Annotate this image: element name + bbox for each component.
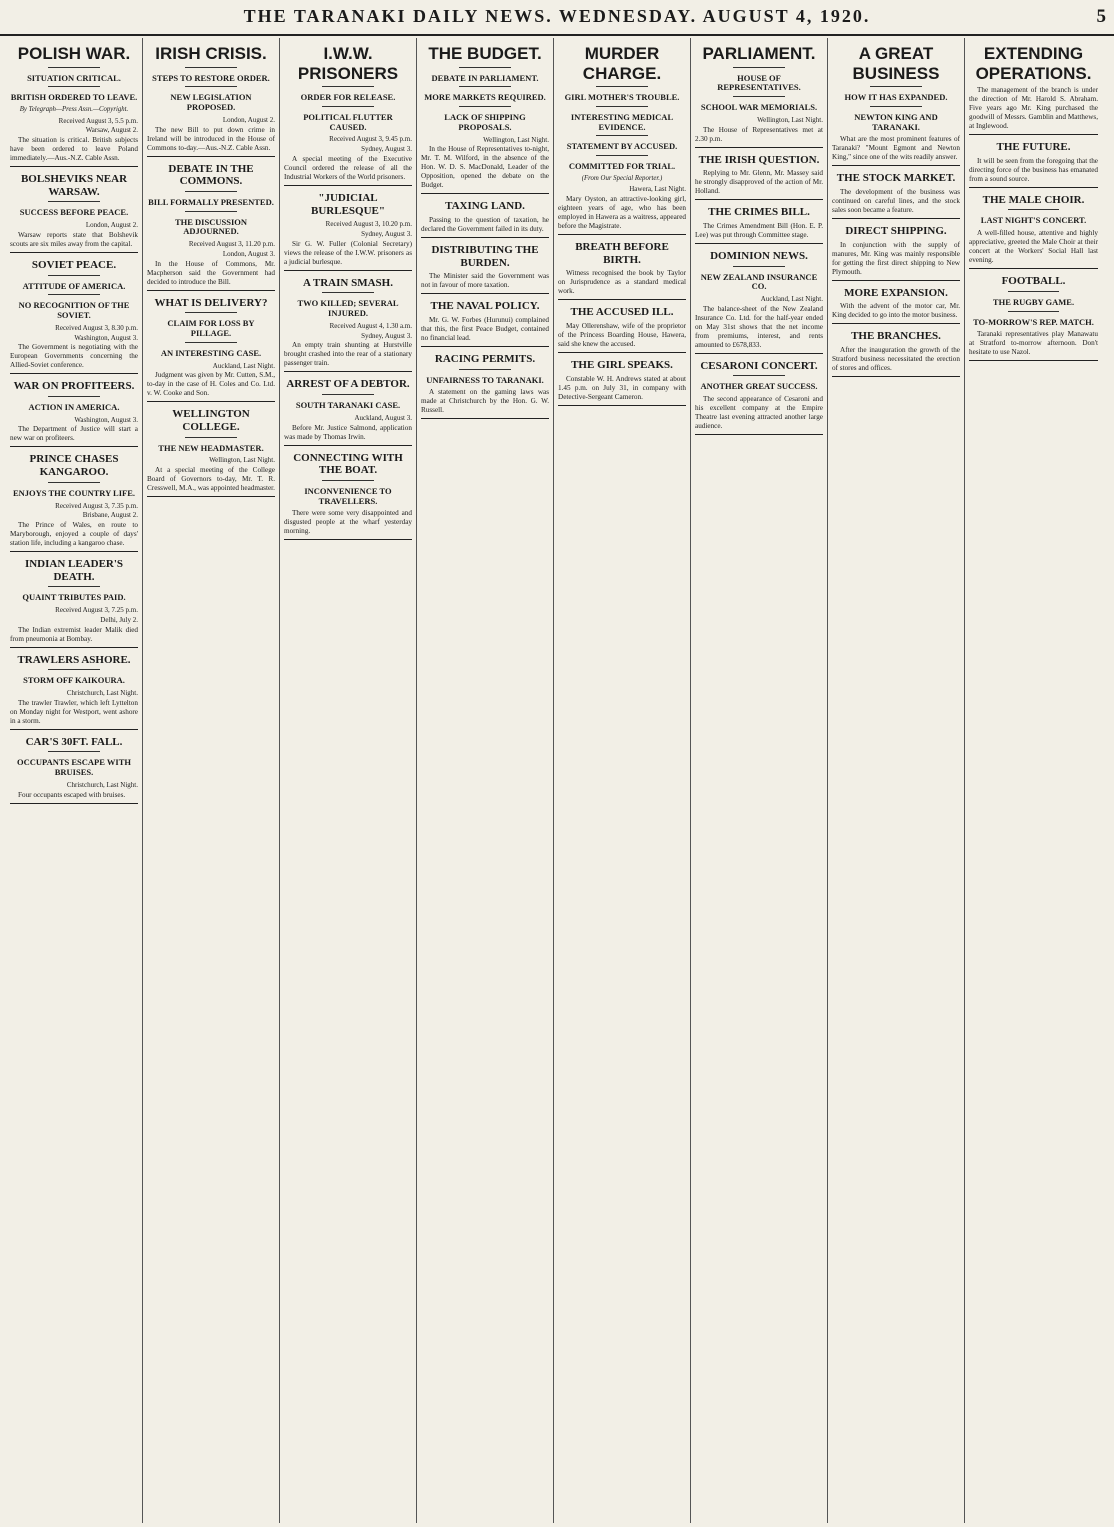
article bbox=[558, 359, 686, 406]
article bbox=[421, 353, 549, 419]
article-body: Sir G. W. Fuller (Colonial Secretary) views the release of the I.W.W. prisoners as a judicial burlesque. bbox=[284, 239, 412, 266]
divider bbox=[48, 86, 99, 87]
article-body: It will be seen from the foregoing that the directing force of the business has emanated from a sound source. bbox=[969, 156, 1098, 183]
divider bbox=[48, 396, 99, 397]
headline: THE MALE CHOIR. bbox=[982, 193, 1085, 206]
article-body: Before Mr. Justice Salmond, application was made by Thomas Irwin. bbox=[284, 423, 412, 441]
article-body: The situation is critical. British subjects have been ordered to leave Poland immediately.—Aus.-N.Z. Cable Assn. bbox=[10, 136, 138, 163]
column-7 bbox=[828, 38, 965, 1523]
subheadline: ANOTHER GREAT SUCCESS. bbox=[700, 381, 818, 392]
divider bbox=[48, 67, 99, 68]
article bbox=[558, 306, 686, 353]
headline: WELLINGTON COLLEGE. bbox=[172, 408, 250, 433]
byline: By Telegraph—Press Assn.—Copyright. bbox=[19, 106, 129, 114]
article bbox=[284, 452, 412, 541]
article-divider bbox=[695, 434, 823, 435]
column-3 bbox=[280, 38, 417, 1523]
article bbox=[10, 453, 138, 552]
divider bbox=[596, 86, 647, 87]
subheadline: NO RECOGNITION OF THE SOVIET. bbox=[18, 300, 130, 321]
column-5 bbox=[554, 38, 691, 1523]
article-divider bbox=[969, 134, 1098, 135]
column-8 bbox=[965, 38, 1102, 1523]
divider bbox=[322, 106, 373, 107]
headline: THE NAVAL POLICY. bbox=[430, 300, 540, 313]
article-divider bbox=[832, 218, 960, 219]
dateline: Warsaw, August 2. bbox=[85, 126, 138, 135]
divider bbox=[733, 96, 784, 97]
headline: CAR'S 30FT. FALL. bbox=[25, 735, 123, 748]
divider bbox=[185, 437, 236, 438]
dateline: Auckland, Last Night. bbox=[760, 295, 823, 304]
subheadline: SITUATION CRITICAL. bbox=[27, 72, 121, 83]
divider bbox=[48, 275, 99, 276]
subheadline: POLITICAL FLUTTER CAUSED. bbox=[303, 111, 393, 132]
divider bbox=[48, 751, 99, 752]
newspaper-title: THE TARANAKI DAILY NEWS. WEDNESDAY. AUGUST 4, 1920. bbox=[243, 6, 871, 26]
article-body: The trawler Trawler, which left Lyttelton on Monday night for Westport, went ashore in a storm. bbox=[10, 698, 138, 725]
subheadline: THE NEW HEADMASTER. bbox=[158, 442, 264, 453]
article-divider bbox=[147, 496, 275, 497]
article-divider bbox=[832, 165, 960, 166]
article-divider bbox=[969, 187, 1098, 188]
subheadline: INCONVENIENCE TO TRAVELLERS. bbox=[304, 485, 392, 506]
subheadline: OCCUPANTS ESCAPE WITH BRUISES. bbox=[17, 757, 131, 778]
headline: THE IRISH QUESTION. bbox=[698, 153, 820, 166]
article-divider bbox=[832, 376, 960, 377]
column-4 bbox=[417, 38, 554, 1523]
received-date: Received August 3, 5.5 p.m. bbox=[58, 116, 138, 125]
subheadline: HOW IT HAS EXPANDED. bbox=[844, 92, 948, 103]
subheadline: NEWTON KING AND TARANAKI. bbox=[854, 111, 938, 132]
divider bbox=[185, 312, 236, 313]
article-body: Constable W. H. Andrews stated at about 1.45 p.m. on July 31, in company with Detective-Sergeant Cameron. bbox=[558, 374, 686, 401]
article-divider bbox=[10, 166, 138, 167]
article bbox=[10, 654, 138, 730]
headline: PARLIAMENT. bbox=[702, 44, 816, 63]
divider bbox=[48, 586, 99, 587]
headline: INDIAN LEADER'S DEATH. bbox=[24, 558, 124, 583]
article-divider bbox=[695, 243, 823, 244]
divider bbox=[1008, 291, 1060, 292]
headline: THE GIRL SPEAKS. bbox=[571, 359, 673, 372]
headline: BOLSHEVIKS NEAR WARSAW. bbox=[20, 173, 128, 198]
headline: A TRAIN SMASH. bbox=[303, 276, 393, 289]
article-body: Warsaw reports state that Bolshevik scouts are six miles away from the capital. bbox=[10, 230, 138, 248]
headline: CONNECTING WITH THE BOAT. bbox=[293, 451, 403, 477]
divider bbox=[48, 482, 99, 483]
dateline: Brisbane, August 2. bbox=[82, 511, 138, 520]
headline: IRISH CRISIS. bbox=[155, 44, 267, 63]
article-body: What are the most prominent features of Taranaki? "Mount Egmont and Newton King," since one of the wits readily answer. bbox=[832, 135, 960, 162]
headline: BREATH BEFORE BIRTH. bbox=[575, 241, 669, 266]
article bbox=[969, 141, 1098, 188]
article-divider bbox=[421, 237, 549, 238]
article bbox=[10, 173, 138, 253]
article-body: The Government is negotiating with the European Governments concerning the Allied-Soviet conference. bbox=[10, 343, 138, 370]
headline: POLISH WAR. bbox=[17, 44, 131, 63]
article-body: The development of the business was continued on careful lines, and the stock sales soon became a feature. bbox=[832, 188, 960, 215]
article bbox=[832, 172, 960, 219]
headline: MURDER CHARGE. bbox=[582, 44, 662, 83]
dateline: Washington, August 3. bbox=[74, 415, 138, 424]
article bbox=[10, 259, 138, 374]
dateline: Wellington, Last Night. bbox=[209, 456, 275, 465]
article-body: Passing to the question of taxation, he declared the Government failed in its duty. bbox=[421, 216, 549, 233]
article-divider bbox=[147, 290, 275, 291]
article bbox=[695, 44, 823, 148]
article-body: The House of Representatives met at 2.30 p.m. bbox=[695, 125, 823, 143]
subheadline: CLAIM FOR LOSS BY PILLAGE. bbox=[167, 318, 255, 339]
article-divider bbox=[695, 199, 823, 200]
headline: FOOTBALL. bbox=[1001, 275, 1066, 288]
article-body: The Department of Justice will start a new war on profiteers. bbox=[10, 425, 138, 443]
column-2 bbox=[143, 38, 280, 1523]
article-divider bbox=[10, 446, 138, 447]
dateline: Washington, August 3. bbox=[74, 333, 138, 342]
divider bbox=[48, 201, 99, 202]
article bbox=[284, 277, 412, 373]
dateline: Delhi, July 2. bbox=[100, 615, 138, 624]
received-date: Received August 3, 10.20 p.m. bbox=[325, 220, 412, 229]
article bbox=[10, 380, 138, 447]
headline: TAXING LAND. bbox=[445, 200, 525, 213]
divider bbox=[733, 266, 784, 267]
dateline: London, August 2. bbox=[85, 221, 138, 230]
article-divider bbox=[969, 360, 1098, 361]
article bbox=[421, 200, 549, 238]
article-body: Mary Oyston, an attractive-looking girl, eighteen years of age, who has been employed in Hawera as a waitress, appeared before the Magistrate. bbox=[558, 195, 686, 231]
subheadline: COMMITTED FOR TRIAL. bbox=[568, 161, 676, 172]
column-1 bbox=[6, 38, 143, 1523]
byline: (From Our Special Reporter.) bbox=[581, 174, 663, 182]
subheadline: BILL FORMALLY PRESENTED. bbox=[148, 196, 274, 207]
subheadline: NEW LEGISLATION PROPOSED. bbox=[170, 92, 252, 113]
subheadline: THE RUGBY GAME. bbox=[992, 296, 1075, 307]
dateline: Auckland, Last Night. bbox=[212, 361, 275, 370]
article-divider bbox=[695, 147, 823, 148]
subheadline: SUCCESS BEFORE PEACE. bbox=[19, 207, 129, 218]
article-body: In the House of Representatives to-night, Mr. T. M. Wilford, in the absence of the Hon. W. D. S. MacDonald, Leader of the Opposition, opened the debate on the Budget. bbox=[421, 145, 549, 190]
subheadline: TO-MORROW'S REP. MATCH. bbox=[973, 316, 1094, 327]
article-divider bbox=[284, 185, 412, 186]
dateline: Sydney, August 3. bbox=[361, 331, 412, 340]
article bbox=[10, 44, 138, 167]
article bbox=[147, 297, 275, 403]
divider bbox=[185, 342, 236, 343]
article-body: The second appearance of Cesaroni and his excellent company at the Empire Theatre last evening attracted another large audience. bbox=[695, 395, 823, 431]
divider bbox=[596, 135, 647, 136]
received-date: Received August 3, 7.35 p.m. bbox=[55, 501, 138, 510]
dateline: Sydney, August 3. bbox=[361, 229, 412, 238]
article-body: The Minister said the Government was not in favour of more taxation. bbox=[421, 272, 549, 290]
headline: EXTENDING OPERATIONS. bbox=[975, 44, 1092, 83]
divider bbox=[596, 106, 647, 107]
divider bbox=[870, 86, 921, 87]
article bbox=[10, 736, 138, 804]
divider bbox=[48, 294, 99, 295]
subheadline: STORM OFF KAIKOURA. bbox=[23, 675, 125, 686]
headline: DIRECT SHIPPING. bbox=[845, 225, 947, 238]
article bbox=[421, 44, 549, 194]
article-divider bbox=[558, 405, 686, 406]
article-divider bbox=[695, 353, 823, 354]
article bbox=[284, 378, 412, 445]
divider bbox=[48, 669, 99, 670]
article-divider bbox=[10, 803, 138, 804]
newspaper-columns bbox=[6, 38, 1108, 1523]
article bbox=[10, 558, 138, 648]
divider bbox=[1008, 209, 1060, 210]
article-body: There were some very disappointed and disgusted people at the wharf yesterday morning. bbox=[284, 509, 412, 536]
article-body: With the advent of the motor car, Mr. King decided to go into the motor business. bbox=[832, 302, 960, 320]
subheadline: GIRL MOTHER'S TROUBLE. bbox=[564, 92, 680, 103]
masthead bbox=[0, 0, 1114, 36]
divider bbox=[185, 67, 236, 68]
article-divider bbox=[284, 270, 412, 271]
article-divider bbox=[284, 445, 412, 446]
article bbox=[695, 154, 823, 201]
headline: DOMINION NEWS. bbox=[710, 249, 808, 262]
subheadline: LACK OF SHIPPING PROPOSALS. bbox=[444, 112, 526, 132]
article-divider bbox=[284, 539, 412, 540]
subheadline: ACTION IN AMERICA. bbox=[28, 401, 120, 412]
subheadline: DEBATE IN PARLIAMENT. bbox=[431, 72, 539, 83]
headline: THE BRANCHES. bbox=[851, 330, 941, 343]
subheadline: BRITISH ORDERED TO LEAVE. bbox=[10, 92, 138, 103]
divider bbox=[322, 480, 373, 481]
article-body: An empty train shunting at Hurstville brought crashed into the rear of a stationary passenger train. bbox=[284, 341, 412, 368]
headline: PRINCE CHASES KANGAROO. bbox=[29, 453, 119, 479]
subheadline: QUAINT TRIBUTES PAID. bbox=[22, 592, 126, 603]
headline: CESARONI CONCERT. bbox=[700, 359, 818, 372]
dateline: London, August 2. bbox=[222, 115, 275, 124]
headline: THE FUTURE. bbox=[996, 141, 1071, 154]
article-divider bbox=[421, 293, 549, 294]
headline: ARREST OF A DEBTOR. bbox=[286, 378, 410, 391]
article bbox=[147, 408, 275, 497]
article bbox=[969, 194, 1098, 269]
headline: THE BUDGET. bbox=[428, 44, 542, 63]
headline: WAR ON PROFITEERS. bbox=[13, 380, 135, 393]
article-body: Judgment was given by Mr. Cutten, S.M., to-day in the case of H. Coles and Co. Ltd. v. W. Cooke and Son. bbox=[147, 371, 275, 398]
received-date: Received August 3, 11.20 p.m. bbox=[188, 240, 275, 249]
dateline: Wellington, Last Night. bbox=[483, 135, 549, 144]
dateline: Wellington, Last Night. bbox=[757, 115, 823, 124]
received-date: Received August 3, 8.30 p.m. bbox=[55, 323, 138, 332]
article-body: At a special meeting of the College Board of Governors to-day, Mr. T. R. Cresswell, M.A., was appointed headmaster. bbox=[147, 466, 275, 493]
divider bbox=[870, 106, 921, 107]
article-divider bbox=[10, 647, 138, 648]
subheadline: TWO KILLED; SEVERAL INJURED. bbox=[297, 298, 399, 319]
headline: DISTRIBUTING THE BURDEN. bbox=[431, 244, 539, 269]
subheadline: ATTITUDE OF AMERICA. bbox=[22, 280, 126, 291]
article-divider bbox=[421, 346, 549, 347]
article-divider bbox=[969, 268, 1098, 269]
headline: WHAT IS DELIVERY? bbox=[154, 296, 268, 309]
subheadline: SOUTH TARANAKI CASE. bbox=[295, 399, 401, 410]
article bbox=[421, 244, 549, 294]
article-divider bbox=[147, 156, 275, 157]
divider bbox=[322, 292, 373, 293]
divider bbox=[596, 155, 647, 156]
headline: MORE EXPANSION. bbox=[844, 286, 948, 299]
headline: "JUDICIAL BURLESQUE" bbox=[311, 191, 385, 217]
subheadline: INTERESTING MEDICAL EVIDENCE. bbox=[570, 111, 674, 132]
article bbox=[695, 206, 823, 244]
article bbox=[832, 44, 960, 166]
article-divider bbox=[421, 193, 549, 194]
article-body: The new Bill to put down crime in Ireland will be introduced in the House of Commons to-day.—Aus.-N.Z. Cable Assn. bbox=[147, 125, 275, 152]
article-divider bbox=[10, 252, 138, 253]
article bbox=[969, 44, 1098, 135]
divider bbox=[322, 394, 373, 395]
divider bbox=[459, 369, 510, 370]
subheadline: ORDER FOR RELEASE. bbox=[300, 92, 396, 103]
received-date: Received August 3, 9.45 p.m. bbox=[329, 135, 412, 144]
article-body: Taranaki representatives play Manawatu at Stratford to-morrow afternoon. Don't hesitate to use Nazol. bbox=[969, 330, 1098, 357]
article-body: After the inauguration the growth of the Stratford business necessitated the erection of stores and offices. bbox=[832, 345, 960, 372]
divider bbox=[185, 191, 236, 192]
article-divider bbox=[284, 371, 412, 372]
headline: I.W.W. PRISONERS bbox=[297, 44, 399, 83]
dateline: Sydney, August 3. bbox=[361, 145, 412, 154]
article-divider bbox=[147, 401, 275, 402]
article bbox=[558, 44, 686, 235]
divider bbox=[185, 211, 236, 212]
subheadline: STEPS TO RESTORE ORDER. bbox=[152, 72, 270, 83]
article bbox=[284, 44, 412, 186]
article-divider bbox=[10, 551, 138, 552]
divider bbox=[185, 86, 236, 87]
subheadline: NEW ZEALAND INSURANCE CO. bbox=[700, 271, 818, 292]
article-body: The balance-sheet of the New Zealand Insurance Co. Ltd. for the half-year ended on May 31st shows that the net income from premiums, interest, and rents amounted to £678,833. bbox=[695, 304, 823, 349]
article-body: Mr. G. W. Forbes (Hurunui) complained that this, the first Peace Budget, contained no financial lead. bbox=[421, 315, 549, 342]
article-body: In the House of Commons, Mr. Macpherson said the Government had decided to introduce the Bill. bbox=[147, 259, 275, 286]
subheadline: AN INTERESTING CASE. bbox=[160, 347, 262, 358]
headline: RACING PERMITS. bbox=[434, 352, 536, 365]
subheadline: LAST NIGHT'S CONCERT. bbox=[980, 215, 1087, 226]
article-body: Witness recognised the book by Taylor on Jurisprudence as a standard medical work. bbox=[558, 269, 686, 296]
divider bbox=[322, 86, 373, 87]
article-body: A well-filled house, attentive and highly appreciative, greeted the Male Choir at their concert at the Workers' Social Hall last evening. bbox=[969, 229, 1098, 265]
subheadline: ENJOYS THE COUNTRY LIFE. bbox=[12, 487, 136, 498]
article-divider bbox=[558, 299, 686, 300]
subheadline: STATEMENT BY ACCUSED. bbox=[566, 141, 678, 152]
headline: DEBATE IN THE COMMONS. bbox=[168, 162, 254, 188]
article bbox=[832, 287, 960, 325]
dateline: Auckland, August 3. bbox=[354, 413, 412, 422]
page-number: 5 bbox=[1096, 6, 1106, 27]
article bbox=[969, 275, 1098, 361]
article bbox=[147, 163, 275, 291]
article-divider bbox=[558, 234, 686, 235]
article-divider bbox=[10, 373, 138, 374]
headline: SOVIET PEACE. bbox=[31, 258, 117, 271]
divider bbox=[459, 86, 510, 87]
dateline: Christchurch, Last Night. bbox=[66, 780, 138, 789]
subheadline: HOUSE OF REPRESENTATIVES. bbox=[717, 72, 801, 93]
divider bbox=[459, 106, 510, 107]
article bbox=[558, 241, 686, 300]
article-divider bbox=[10, 729, 138, 730]
headline: A GREAT BUSINESS bbox=[852, 44, 940, 83]
article-body: The Prince of Wales, en route to Maryborough, enjoyed a couple of days' station life, including a kangaroo chase. bbox=[10, 521, 138, 547]
article bbox=[284, 192, 412, 271]
article-body: The management of the branch is under the direction of Mr. Harold S. Abraham. Five years ago Mr. King purchased the goodwill of Messrs. Gamblin and Matthews, at Inglewood. bbox=[969, 86, 1098, 131]
subheadline: THE DISCUSSION ADJOURNED. bbox=[174, 216, 248, 237]
subheadline: MORE MARKETS REQUIRED. bbox=[424, 92, 546, 103]
article bbox=[147, 44, 275, 157]
divider bbox=[1008, 311, 1060, 312]
headline: THE ACCUSED ILL. bbox=[570, 306, 674, 319]
article bbox=[695, 360, 823, 435]
headline: TRAWLERS ASHORE. bbox=[17, 653, 131, 666]
article-divider bbox=[832, 280, 960, 281]
received-date: Received August 3, 7.25 p.m. bbox=[55, 606, 138, 615]
article-body: Four occupants escaped with bruises. bbox=[18, 790, 126, 799]
divider bbox=[733, 67, 784, 68]
article-body: The Indian extremist leader Malik died from pneumonia at Bombay. bbox=[10, 625, 138, 643]
article-body: May Ollerenshaw, wife of the proprietor of the Princess Boarding House, Hawera, said she knew the accused. bbox=[558, 322, 686, 349]
headline: THE CRIMES BILL. bbox=[708, 206, 810, 219]
divider bbox=[733, 375, 784, 376]
article-divider bbox=[558, 352, 686, 353]
article-body: Replying to Mr. Glenn, Mr. Massey said he strongly disapproved of the action of Mr. Holland. bbox=[695, 169, 823, 196]
article-body: In conjunction with the supply of manures, Mr. King was mainly responsible for getting the first direct shipping to New Plymouth. bbox=[832, 240, 960, 276]
dateline: Christchurch, Last Night. bbox=[66, 688, 138, 697]
article bbox=[695, 250, 823, 354]
subheadline: SCHOOL WAR MEMORIALS. bbox=[700, 102, 818, 113]
headline: THE STOCK MARKET. bbox=[836, 172, 956, 185]
article-divider bbox=[421, 418, 549, 419]
article-divider bbox=[832, 323, 960, 324]
article bbox=[421, 300, 549, 347]
article-body: The Crimes Amendment Bill (Hon. E. P. Lee) was put through Committee stage. bbox=[695, 221, 823, 239]
subheadline: UNFAIRNESS TO TARANAKI. bbox=[426, 374, 544, 385]
article-body: A special meeting of the Executive Council ordered the release of all the Industrial Workers of the World prisoners. bbox=[284, 154, 412, 181]
article bbox=[832, 330, 960, 377]
received-date: Received August 4, 1.30 a.m. bbox=[329, 321, 412, 330]
article bbox=[832, 225, 960, 281]
dateline: London, August 3. bbox=[222, 249, 275, 258]
column-6 bbox=[691, 38, 828, 1523]
divider bbox=[459, 67, 510, 68]
article-body: A statement on the gaming laws was made at Christchurch by the Hon. G. W. Russell. bbox=[421, 388, 549, 415]
dateline: Hawera, Last Night. bbox=[629, 185, 686, 194]
